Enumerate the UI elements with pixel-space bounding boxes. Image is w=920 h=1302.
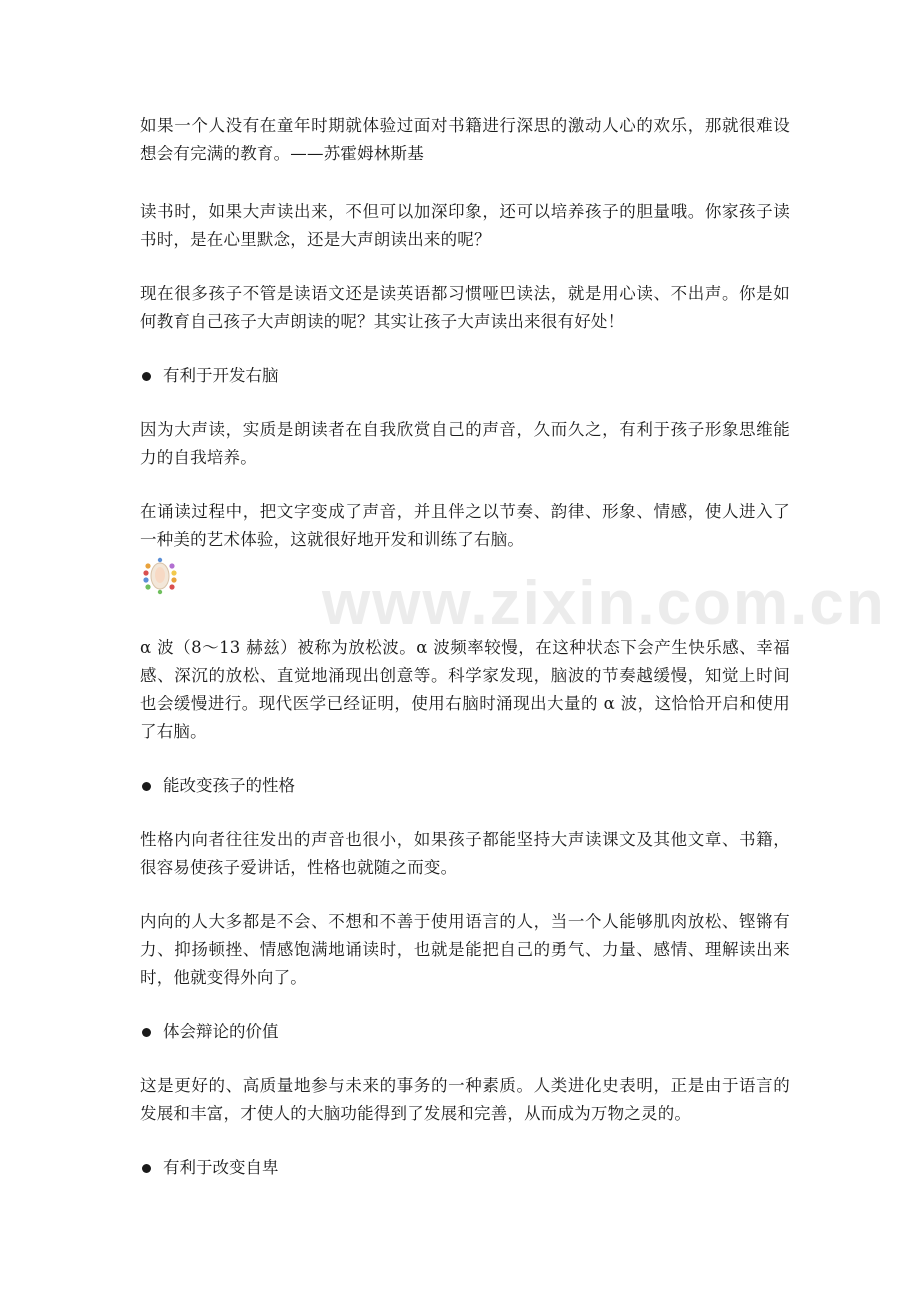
section-heading-debate [140,1018,790,1046]
intro-paragraph-2: 现在很多孩子不管是读语文还是读英语都习惯哑巴读法，就是用心读、不出声。你是如何教育自己孩子大声朗读的呢？其实让孩子大声读出来很有好处！ [140,284,790,331]
section-heading-text: 能改变孩子的性格 [163,776,295,795]
opening-quote: 如果一个人没有在童年时期就体验过面对书籍进行深思的激动人心的欢乐，那就很难设想会有完满的教育。——苏霍姆林斯基 [140,116,790,163]
bullet-icon [142,1028,151,1037]
alpha-wave-paragraph: α 波（8～13 赫兹）被称为放松波。α 波频率较慢，在这种状态下会产生快乐感、幸福感、深沉的放松、直觉地涌现出创意等。科学家发现，脑波的节奏越缓慢，知觉上时间也会缓慢进行。现代医学已经证明，使用右脑时涌现出大量的 α 波，这恰恰开启和使用了右脑。 [140,638,790,741]
section-heading-text: 有利于开发右脑 [163,366,279,385]
personality-paragraph-2: 内向的人大多都是不会、不想和不善于使用语言的人，当一个人能够肌肉放松、铿锵有力、抑扬顿挫、情感饱满地诵读时，也就是能把自己的勇气、力量、感情、理解读出来时，他就变得外向了。 [140,912,790,987]
bullet-icon [142,1164,151,1173]
section-heading-self-esteem [140,1154,790,1182]
bullet-icon [142,782,151,791]
svg-text:www.zixin.com.cn: www.zixin.com.cn [322,569,886,638]
bullet-icon [142,372,151,381]
right-brain-paragraph-1: 因为大声读，实质是朗读者在自我欣赏自己的声音，久而久之，有利于孩子形象思维能力的自我培养。 [140,420,790,467]
debate-paragraph-1: 这是更好的、高质量地参与未来的事务的一种素质。人类进化史表明，正是由于语言的发展和丰富，才使人的大脑功能得到了发展和完善，从而成为万物之灵的。 [140,1076,790,1123]
document-body [140,112,790,1208]
brain-diagram-icon [140,556,180,596]
intro-paragraph-1: 读书时，如果大声读出来，不但可以加深印象，还可以培养孩子的胆量哦。你家孩子读书时，是在心里默念，还是大声朗读出来的呢？ [140,202,790,249]
section-heading-personality [140,772,790,800]
section-heading-text: 体会辩论的价值 [163,1022,279,1041]
section-heading-text: 有利于改变自卑 [163,1158,279,1177]
right-brain-paragraph-2: 在诵读过程中，把文字变成了声音，并且伴之以节奏、韵律、形象、情感，使人进入了一种美的艺术体验，这就很好地开发和训练了右脑。 [140,502,790,549]
personality-paragraph-1: 性格内向者往往发出的声音也很小，如果孩子都能坚持大声读课文及其他文章、书籍，很容易使孩子爱讲话，性格也就随之而变。 [140,830,790,877]
section-heading-right-brain [140,362,790,390]
